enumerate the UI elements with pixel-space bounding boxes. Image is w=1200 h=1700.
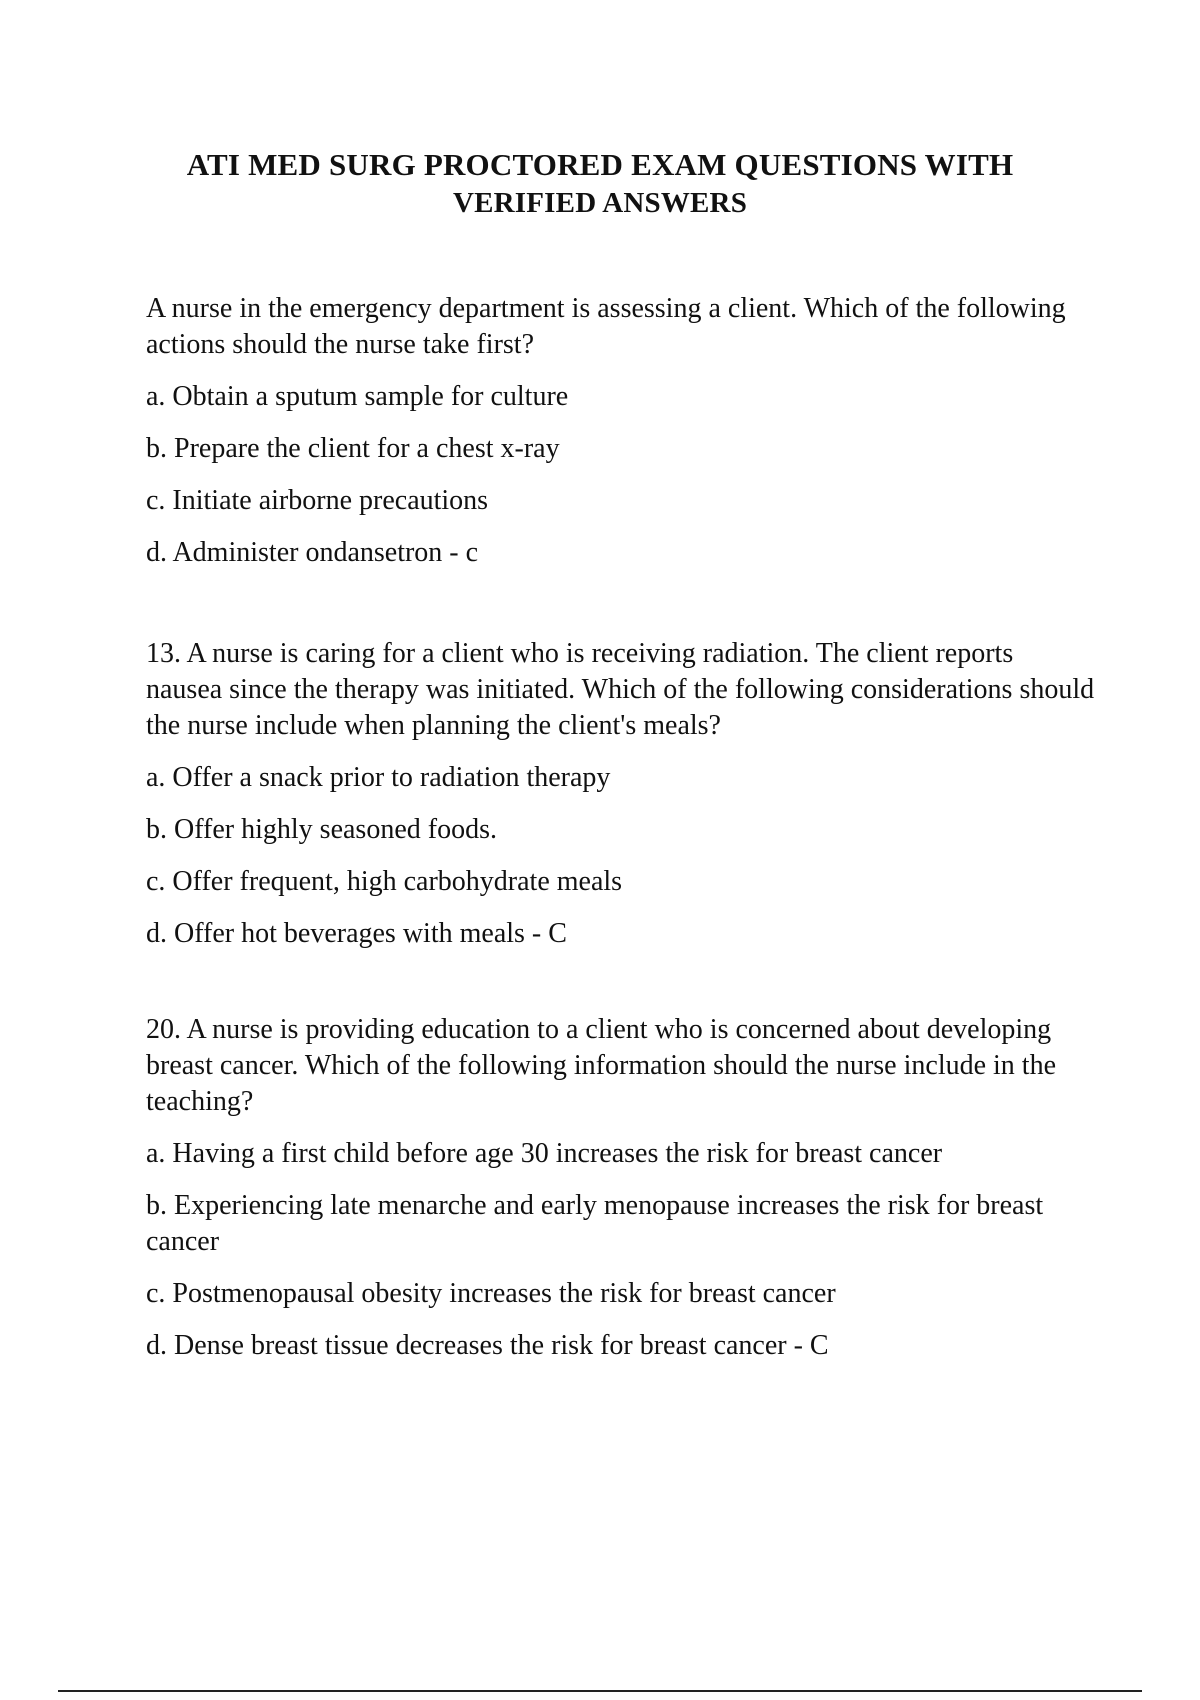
answer-option: d. Dense breast tissue decreases the risk for breast cancer - C (146, 1330, 829, 1361)
answer-option: d. Offer hot beverages with meals - C (146, 918, 567, 949)
answer-option: c. Offer frequent, high carbohydrate meals (146, 866, 623, 897)
question-block (146, 1012, 1096, 1380)
question-stem: A nurse in the emergency department is assessing a client. Which of the following actions should the nurse take first? (146, 293, 1066, 360)
question-block (146, 291, 1096, 587)
question-stem: 13. A nurse is caring for a client who is receiving radiation. The client reports nausea since the therapy was initiated. Which of the following considerations should the nurse include when planning the client's meals? (146, 638, 1095, 741)
question-stem: 20. A nurse is providing education to a client who is concerned about developing breast cancer. Which of the following information should the nurse include in the teaching? (146, 1014, 1057, 1117)
question-block (146, 636, 1096, 968)
answer-option: c. Postmenopausal obesity increases the risk for breast cancer (146, 1278, 836, 1309)
answer-option: a. Obtain a sputum sample for culture (146, 381, 569, 412)
page-title (150, 146, 1050, 222)
bottom-divider (58, 1690, 1142, 1692)
answer-option: b. Experiencing late menarche and early menopause increases the risk for breast cancer (146, 1190, 1044, 1257)
answer-option: b. Prepare the client for a chest x-ray (146, 433, 560, 464)
answer-option: b. Offer highly seasoned foods. (146, 814, 497, 845)
answer-option: a. Offer a snack prior to radiation therapy (146, 762, 611, 793)
answer-option: c. Initiate airborne precautions (146, 485, 489, 516)
answer-option: d. Administer ondansetron - c (146, 537, 479, 568)
title-line-1: ATI MED SURG PROCTORED EXAM QUESTIONS WITH (186, 147, 1014, 182)
title-line-2: VERIFIED ANSWERS (452, 187, 748, 219)
answer-option: a. Having a first child before age 30 increases the risk for breast cancer (146, 1138, 943, 1169)
